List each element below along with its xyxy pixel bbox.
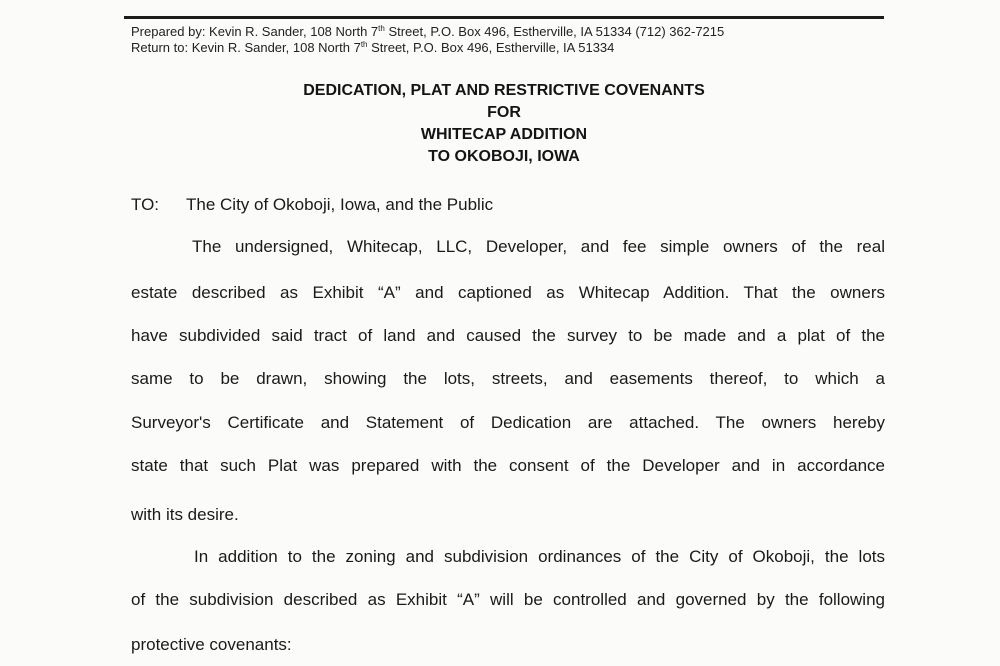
top-rule [124, 16, 884, 19]
title-line-4: TO OKOBOJI, IOWA [428, 148, 580, 165]
preparer-header [131, 24, 724, 56]
return-to-line: Return to: Kevin R. Sander, 108 North 7th Street, P.O. Box 496, Estherville, IA 51334 [131, 40, 615, 55]
document-title [0, 80, 1000, 168]
paragraph-1-line-3: have subdivided said tract of land and caused the survey to be made and a plat of the [131, 326, 885, 345]
title-line-3: WHITECAP ADDITION [420, 126, 588, 143]
addressee-line [131, 195, 493, 215]
paragraph-2-line-1: In addition to the zoning and subdivision ordinances of the City of Okoboji, the lots [194, 547, 885, 566]
title-line-2: FOR [487, 104, 521, 121]
addressee-text: The City of Okoboji, Iowa, and the Public [186, 195, 494, 214]
paragraph-2-line-2: of the subdivision described as Exhibit “A” will be controlled and governed by the following [131, 590, 885, 609]
paragraph-1-line-5: Surveyor's Certificate and Statement of Dedication are attached. The owners hereby [131, 413, 885, 432]
paragraph-1-line-7: with its desire. [131, 505, 239, 524]
paragraph-1-line-4: same to be drawn, showing the lots, streets, and easements thereof, to which a [131, 369, 885, 388]
prepared-by-line: Prepared by: Kevin R. Sander, 108 North 7th Street, P.O. Box 496, Estherville, IA 51334 (712) 362-7215 [131, 24, 725, 39]
paragraph-1-line-1: The undersigned, Whitecap, LLC, Developer, and fee simple owners of the real [192, 237, 885, 256]
addressee-label: TO: [131, 195, 160, 214]
paragraph-1-line-2: estate described as Exhibit “A” and captioned as Whitecap Addition. That the owners [131, 283, 885, 302]
title-line-1: DEDICATION, PLAT AND RESTRICTIVE COVENANTS [303, 82, 705, 99]
paragraph-1-line-6: state that such Plat was prepared with the consent of the Developer and in accordance [131, 456, 885, 475]
paragraph-2-line-3: protective covenants: [131, 635, 292, 654]
